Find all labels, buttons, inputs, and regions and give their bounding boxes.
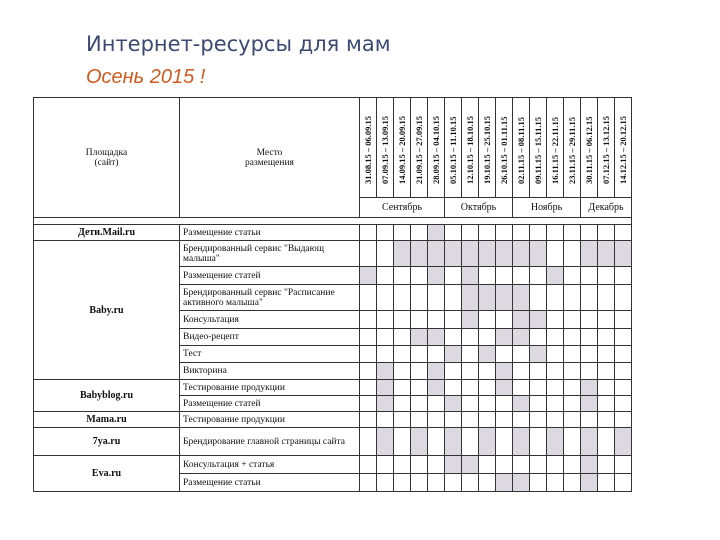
schedule-cell-active [428, 225, 445, 241]
week-header [428, 98, 445, 198]
schedule-cell [496, 428, 513, 456]
schedule-cell [530, 225, 547, 241]
schedule-cell [445, 380, 462, 396]
schedule-cell [445, 285, 462, 311]
schedule-cell [598, 396, 615, 412]
week-header [496, 98, 513, 198]
schedule-cell-active [411, 241, 428, 267]
schedule-cell-active [581, 380, 598, 396]
placement-name: Тестирование продукции [180, 412, 360, 428]
placement-name: Консультация + статья [180, 456, 360, 474]
week-label: 26.10.15 – 01.11.15 [499, 116, 509, 184]
schedule-cell [479, 225, 496, 241]
schedule-cell [377, 285, 394, 311]
schedule-cell [564, 329, 581, 346]
schedule-cell-active [377, 380, 394, 396]
schedule-cell [496, 311, 513, 329]
placement-name: Тест [180, 346, 360, 363]
schedule-cell [598, 329, 615, 346]
schedule-cell [598, 363, 615, 380]
schedule-cell [462, 428, 479, 456]
schedule-cell [530, 474, 547, 492]
schedule-cell [411, 311, 428, 329]
schedule-cell [615, 329, 632, 346]
schedule-cell-active [428, 363, 445, 380]
week-header [615, 98, 632, 198]
schedule-cell-active [581, 456, 598, 474]
table-row [34, 412, 632, 428]
site-name: Mama.ru [34, 412, 180, 428]
schedule-cell [462, 380, 479, 396]
schedule-cell [428, 456, 445, 474]
schedule-cell [547, 412, 564, 428]
schedule-cell-active [615, 241, 632, 267]
schedule-cell-active [377, 428, 394, 456]
schedule-cell [479, 329, 496, 346]
week-label: 31.08.15 – 06.09.15 [363, 116, 373, 184]
schedule-cell [360, 412, 377, 428]
site-name: Дети.Mail.ru [34, 225, 180, 241]
schedule-cell [581, 346, 598, 363]
schedule-cell-active [496, 474, 513, 492]
placement-name: Брендированный сервис "Выдающ малыша" [180, 241, 360, 267]
schedule-cell [462, 346, 479, 363]
schedule-cell [547, 311, 564, 329]
schedule-cell [411, 474, 428, 492]
schedule-cell [479, 456, 496, 474]
schedule-cell [547, 474, 564, 492]
schedule-cell [496, 396, 513, 412]
site-name: Eva.ru [34, 456, 180, 492]
slide-title: Интернет-ресурсы для мам [86, 32, 391, 56]
week-header [598, 98, 615, 198]
schedule-cell-active [462, 456, 479, 474]
schedule-cell [377, 241, 394, 267]
schedule-cell [394, 346, 411, 363]
placement-name: Брендирование главной страницы сайта [180, 428, 360, 456]
schedule-cell [598, 267, 615, 285]
schedule-cell [530, 380, 547, 396]
schedule-cell-active [462, 267, 479, 285]
schedule-cell [445, 311, 462, 329]
schedule-cell [581, 267, 598, 285]
schedule-cell [377, 456, 394, 474]
schedule-cell [598, 412, 615, 428]
week-label: 07.12.15 – 13.12.15 [601, 116, 611, 184]
schedule-cell [598, 428, 615, 456]
schedule-cell [462, 225, 479, 241]
schedule-cell [360, 396, 377, 412]
schedule-cell [428, 428, 445, 456]
schedule-cell [360, 311, 377, 329]
schedule-cell [615, 380, 632, 396]
month-header: Сентябрь [360, 198, 445, 218]
schedule-cell [496, 225, 513, 241]
schedule-cell-active [377, 363, 394, 380]
schedule-cell [377, 311, 394, 329]
schedule-cell [428, 412, 445, 428]
schedule-cell [479, 267, 496, 285]
schedule-cell [360, 241, 377, 267]
schedule-cell [479, 412, 496, 428]
schedule-cell [360, 329, 377, 346]
schedule-cell [462, 396, 479, 412]
schedule-cell [530, 267, 547, 285]
schedule-cell [598, 456, 615, 474]
schedule-cell [564, 311, 581, 329]
week-label: 19.10.15 – 25.10.15 [482, 116, 492, 184]
schedule-cell-active [479, 241, 496, 267]
schedule-cell [513, 346, 530, 363]
schedule-cell [581, 363, 598, 380]
schedule-cell [462, 474, 479, 492]
schedule-cell [479, 311, 496, 329]
schedule-cell-active [411, 428, 428, 456]
schedule-cell [445, 329, 462, 346]
week-label: 14.09.15 – 20.09.15 [397, 116, 407, 184]
schedule-cell [615, 346, 632, 363]
schedule-cell-active [547, 428, 564, 456]
schedule-cell [496, 346, 513, 363]
schedule-cell [530, 456, 547, 474]
table-row [34, 225, 632, 241]
site-name: Baby.ru [34, 241, 180, 380]
schedule-cell [598, 346, 615, 363]
schedule-cell-active [530, 346, 547, 363]
schedule-cell-active [411, 329, 428, 346]
schedule-cell [428, 285, 445, 311]
schedule-cell-active [513, 428, 530, 456]
schedule-cell-active [428, 380, 445, 396]
table-row [34, 456, 632, 474]
schedule-cell [581, 285, 598, 311]
schedule-cell-active [496, 380, 513, 396]
slide-subtitle: Осень 2015 ! [86, 66, 206, 88]
schedule-cell [564, 346, 581, 363]
schedule-cell [428, 474, 445, 492]
schedule-cell [377, 346, 394, 363]
month-header: Ноябрь [513, 198, 581, 218]
schedule-cell [615, 412, 632, 428]
schedule-cell-active [598, 241, 615, 267]
schedule-cell [615, 311, 632, 329]
placement-name: Консультация [180, 311, 360, 329]
month-header: Октябрь [445, 198, 513, 218]
schedule-cell [479, 363, 496, 380]
schedule-cell [564, 225, 581, 241]
placement-name: Размещение статей [180, 267, 360, 285]
schedule-cell [564, 412, 581, 428]
schedule-cell [581, 311, 598, 329]
schedule-cell [513, 363, 530, 380]
placement-name: Брендированный сервис "Расписание активного малыша" [180, 285, 360, 311]
table-row [34, 380, 632, 396]
schedule-cell [598, 474, 615, 492]
schedule-cell [547, 241, 564, 267]
schedule-cell [428, 311, 445, 329]
schedule-cell [394, 412, 411, 428]
schedule-cell [530, 428, 547, 456]
schedule-cell [428, 346, 445, 363]
month-header: Декабрь [581, 198, 632, 218]
schedule-cell [530, 329, 547, 346]
schedule-cell [411, 346, 428, 363]
schedule-cell [445, 267, 462, 285]
schedule-cell [547, 329, 564, 346]
week-label: 23.11.15 – 29.11.15 [567, 116, 577, 184]
schedule-cell [445, 412, 462, 428]
week-header [445, 98, 462, 198]
schedule-cell [445, 363, 462, 380]
schedule-cell-active [360, 267, 377, 285]
schedule-cell [360, 346, 377, 363]
schedule-cell [564, 363, 581, 380]
schedule-cell [360, 380, 377, 396]
week-label: 16.11.15 – 22.11.15 [550, 116, 560, 184]
placement-name: Размещение статьи [180, 225, 360, 241]
week-label: 02.11.15 – 08.11.15 [516, 116, 526, 184]
schedule-cell [360, 428, 377, 456]
schedule-cell [530, 285, 547, 311]
week-label: 30.11.15 – 06.12.15 [584, 116, 594, 184]
placement-name: Видео-рецепт [180, 329, 360, 346]
schedule-cell [530, 363, 547, 380]
week-label: 28.09.15 – 04.10.15 [431, 116, 441, 184]
spacer-row [34, 218, 632, 225]
schedule-cell [394, 267, 411, 285]
schedule-cell [377, 474, 394, 492]
schedule-table [33, 97, 632, 492]
schedule-cell [411, 267, 428, 285]
week-label: 07.09.15 – 13.09.15 [380, 116, 390, 184]
schedule-cell [394, 225, 411, 241]
schedule-cell-active [377, 396, 394, 412]
schedule-cell-active [547, 267, 564, 285]
schedule-cell-active [496, 363, 513, 380]
schedule-cell [513, 225, 530, 241]
schedule-cell [462, 412, 479, 428]
schedule-cell [411, 456, 428, 474]
schedule-cell-active [513, 329, 530, 346]
schedule-cell-active [530, 241, 547, 267]
schedule-cell-active [428, 241, 445, 267]
week-header [411, 98, 428, 198]
week-label: 12.10.15 – 18.10.15 [465, 116, 475, 184]
schedule-cell [377, 329, 394, 346]
schedule-cell-active [513, 285, 530, 311]
schedule-cell [394, 474, 411, 492]
week-header [394, 98, 411, 198]
schedule-cell [445, 225, 462, 241]
site-name: 7ya.ru [34, 428, 180, 456]
schedule-cell [496, 412, 513, 428]
placement-name: Размещение статей [180, 396, 360, 412]
schedule-cell [360, 285, 377, 311]
schedule-cell [530, 412, 547, 428]
placement-name: Размещение статьи [180, 474, 360, 492]
schedule-cell-active [394, 241, 411, 267]
schedule-cell-active [445, 428, 462, 456]
schedule-cell-active [581, 428, 598, 456]
schedule-cell-active [496, 285, 513, 311]
schedule-cell [462, 329, 479, 346]
schedule-cell-active [513, 474, 530, 492]
schedule-cell-active [513, 241, 530, 267]
schedule-cell [615, 363, 632, 380]
schedule-cell-active [445, 241, 462, 267]
week-header [581, 98, 598, 198]
schedule-cell [394, 456, 411, 474]
schedule-cell-active [479, 428, 496, 456]
schedule-cell [360, 363, 377, 380]
schedule-cell [581, 412, 598, 428]
schedule-cell [598, 225, 615, 241]
header-site: Площадка (сайт) [34, 98, 180, 218]
schedule-cell [394, 311, 411, 329]
week-label: 21.09.15 – 27.09.15 [414, 116, 424, 184]
week-header [479, 98, 496, 198]
week-label: 14.12.15 – 20.12.15 [618, 116, 628, 184]
week-label: 09.11.15 – 15.11.15 [533, 116, 543, 184]
schedule-cell-active [445, 396, 462, 412]
schedule-cell-active [479, 285, 496, 311]
schedule-cell-active [462, 285, 479, 311]
schedule-cell [394, 363, 411, 380]
site-name: Babyblog.ru [34, 380, 180, 412]
schedule-cell-active [462, 311, 479, 329]
schedule-cell [581, 225, 598, 241]
week-header [377, 98, 394, 198]
schedule-cell [360, 456, 377, 474]
schedule-cell [462, 363, 479, 380]
placement-name: Викторина [180, 363, 360, 380]
schedule-cell [615, 285, 632, 311]
schedule-cell [598, 380, 615, 396]
schedule-cell [377, 267, 394, 285]
schedule-cell-active [428, 267, 445, 285]
week-header [360, 98, 377, 198]
schedule-cell [513, 380, 530, 396]
schedule-cell [547, 456, 564, 474]
schedule-cell [411, 363, 428, 380]
schedule-cell [615, 396, 632, 412]
schedule-cell [394, 329, 411, 346]
schedule-cell [377, 412, 394, 428]
schedule-cell [479, 380, 496, 396]
week-header [530, 98, 547, 198]
schedule-cell [615, 474, 632, 492]
schedule-cell [547, 363, 564, 380]
schedule-cell [411, 396, 428, 412]
schedule-cell [615, 456, 632, 474]
schedule-cell-active [479, 346, 496, 363]
schedule-cell [479, 396, 496, 412]
schedule-cell [547, 380, 564, 396]
schedule-cell [411, 412, 428, 428]
schedule-cell [564, 428, 581, 456]
schedule-cell [377, 225, 394, 241]
schedule-cell-active [428, 329, 445, 346]
schedule-cell [513, 456, 530, 474]
schedule-cell [394, 380, 411, 396]
schedule-cell-active [496, 329, 513, 346]
week-header [564, 98, 581, 198]
schedule-cell [564, 396, 581, 412]
schedule-cell [360, 474, 377, 492]
schedule-cell [564, 267, 581, 285]
week-header [513, 98, 530, 198]
schedule-cell-active [581, 396, 598, 412]
schedule-cell [564, 474, 581, 492]
schedule-cell [411, 225, 428, 241]
date-header-row [34, 98, 632, 198]
schedule-cell [564, 456, 581, 474]
schedule-cell [445, 474, 462, 492]
header-place: Место размещения [180, 98, 360, 218]
week-label: 05.10.15 – 11.10.15 [448, 116, 458, 184]
schedule-cell [615, 267, 632, 285]
schedule-cell-active [445, 346, 462, 363]
schedule-cell [479, 474, 496, 492]
table-row [34, 428, 632, 456]
schedule-cell [581, 329, 598, 346]
week-header [547, 98, 564, 198]
schedule-cell [547, 346, 564, 363]
schedule-cell [547, 225, 564, 241]
schedule-cell [394, 428, 411, 456]
schedule-cell [564, 285, 581, 311]
schedule-cell [615, 225, 632, 241]
schedule-cell [564, 241, 581, 267]
schedule-cell-active [530, 311, 547, 329]
schedule-cell-active [513, 311, 530, 329]
schedule-cell [598, 311, 615, 329]
schedule-cell-active [581, 474, 598, 492]
schedule-cell [411, 285, 428, 311]
schedule-cell [513, 267, 530, 285]
schedule-cell [360, 225, 377, 241]
schedule-cell [513, 412, 530, 428]
week-header [462, 98, 479, 198]
schedule-cell [496, 456, 513, 474]
schedule-cell-active [496, 241, 513, 267]
placement-name: Тестирование продукции [180, 380, 360, 396]
schedule-cell [394, 396, 411, 412]
schedule-cell [496, 267, 513, 285]
schedule-cell-active [581, 241, 598, 267]
schedule-cell [598, 285, 615, 311]
schedule-cell [547, 396, 564, 412]
schedule-cell-active [615, 428, 632, 456]
schedule-cell-active [462, 241, 479, 267]
schedule-cell-active [445, 456, 462, 474]
schedule-cell [530, 396, 547, 412]
schedule-cell-active [513, 396, 530, 412]
schedule-cell [547, 285, 564, 311]
schedule-cell [428, 396, 445, 412]
schedule-cell [564, 380, 581, 396]
schedule-cell [411, 380, 428, 396]
schedule-cell [394, 285, 411, 311]
table-row [34, 241, 632, 267]
